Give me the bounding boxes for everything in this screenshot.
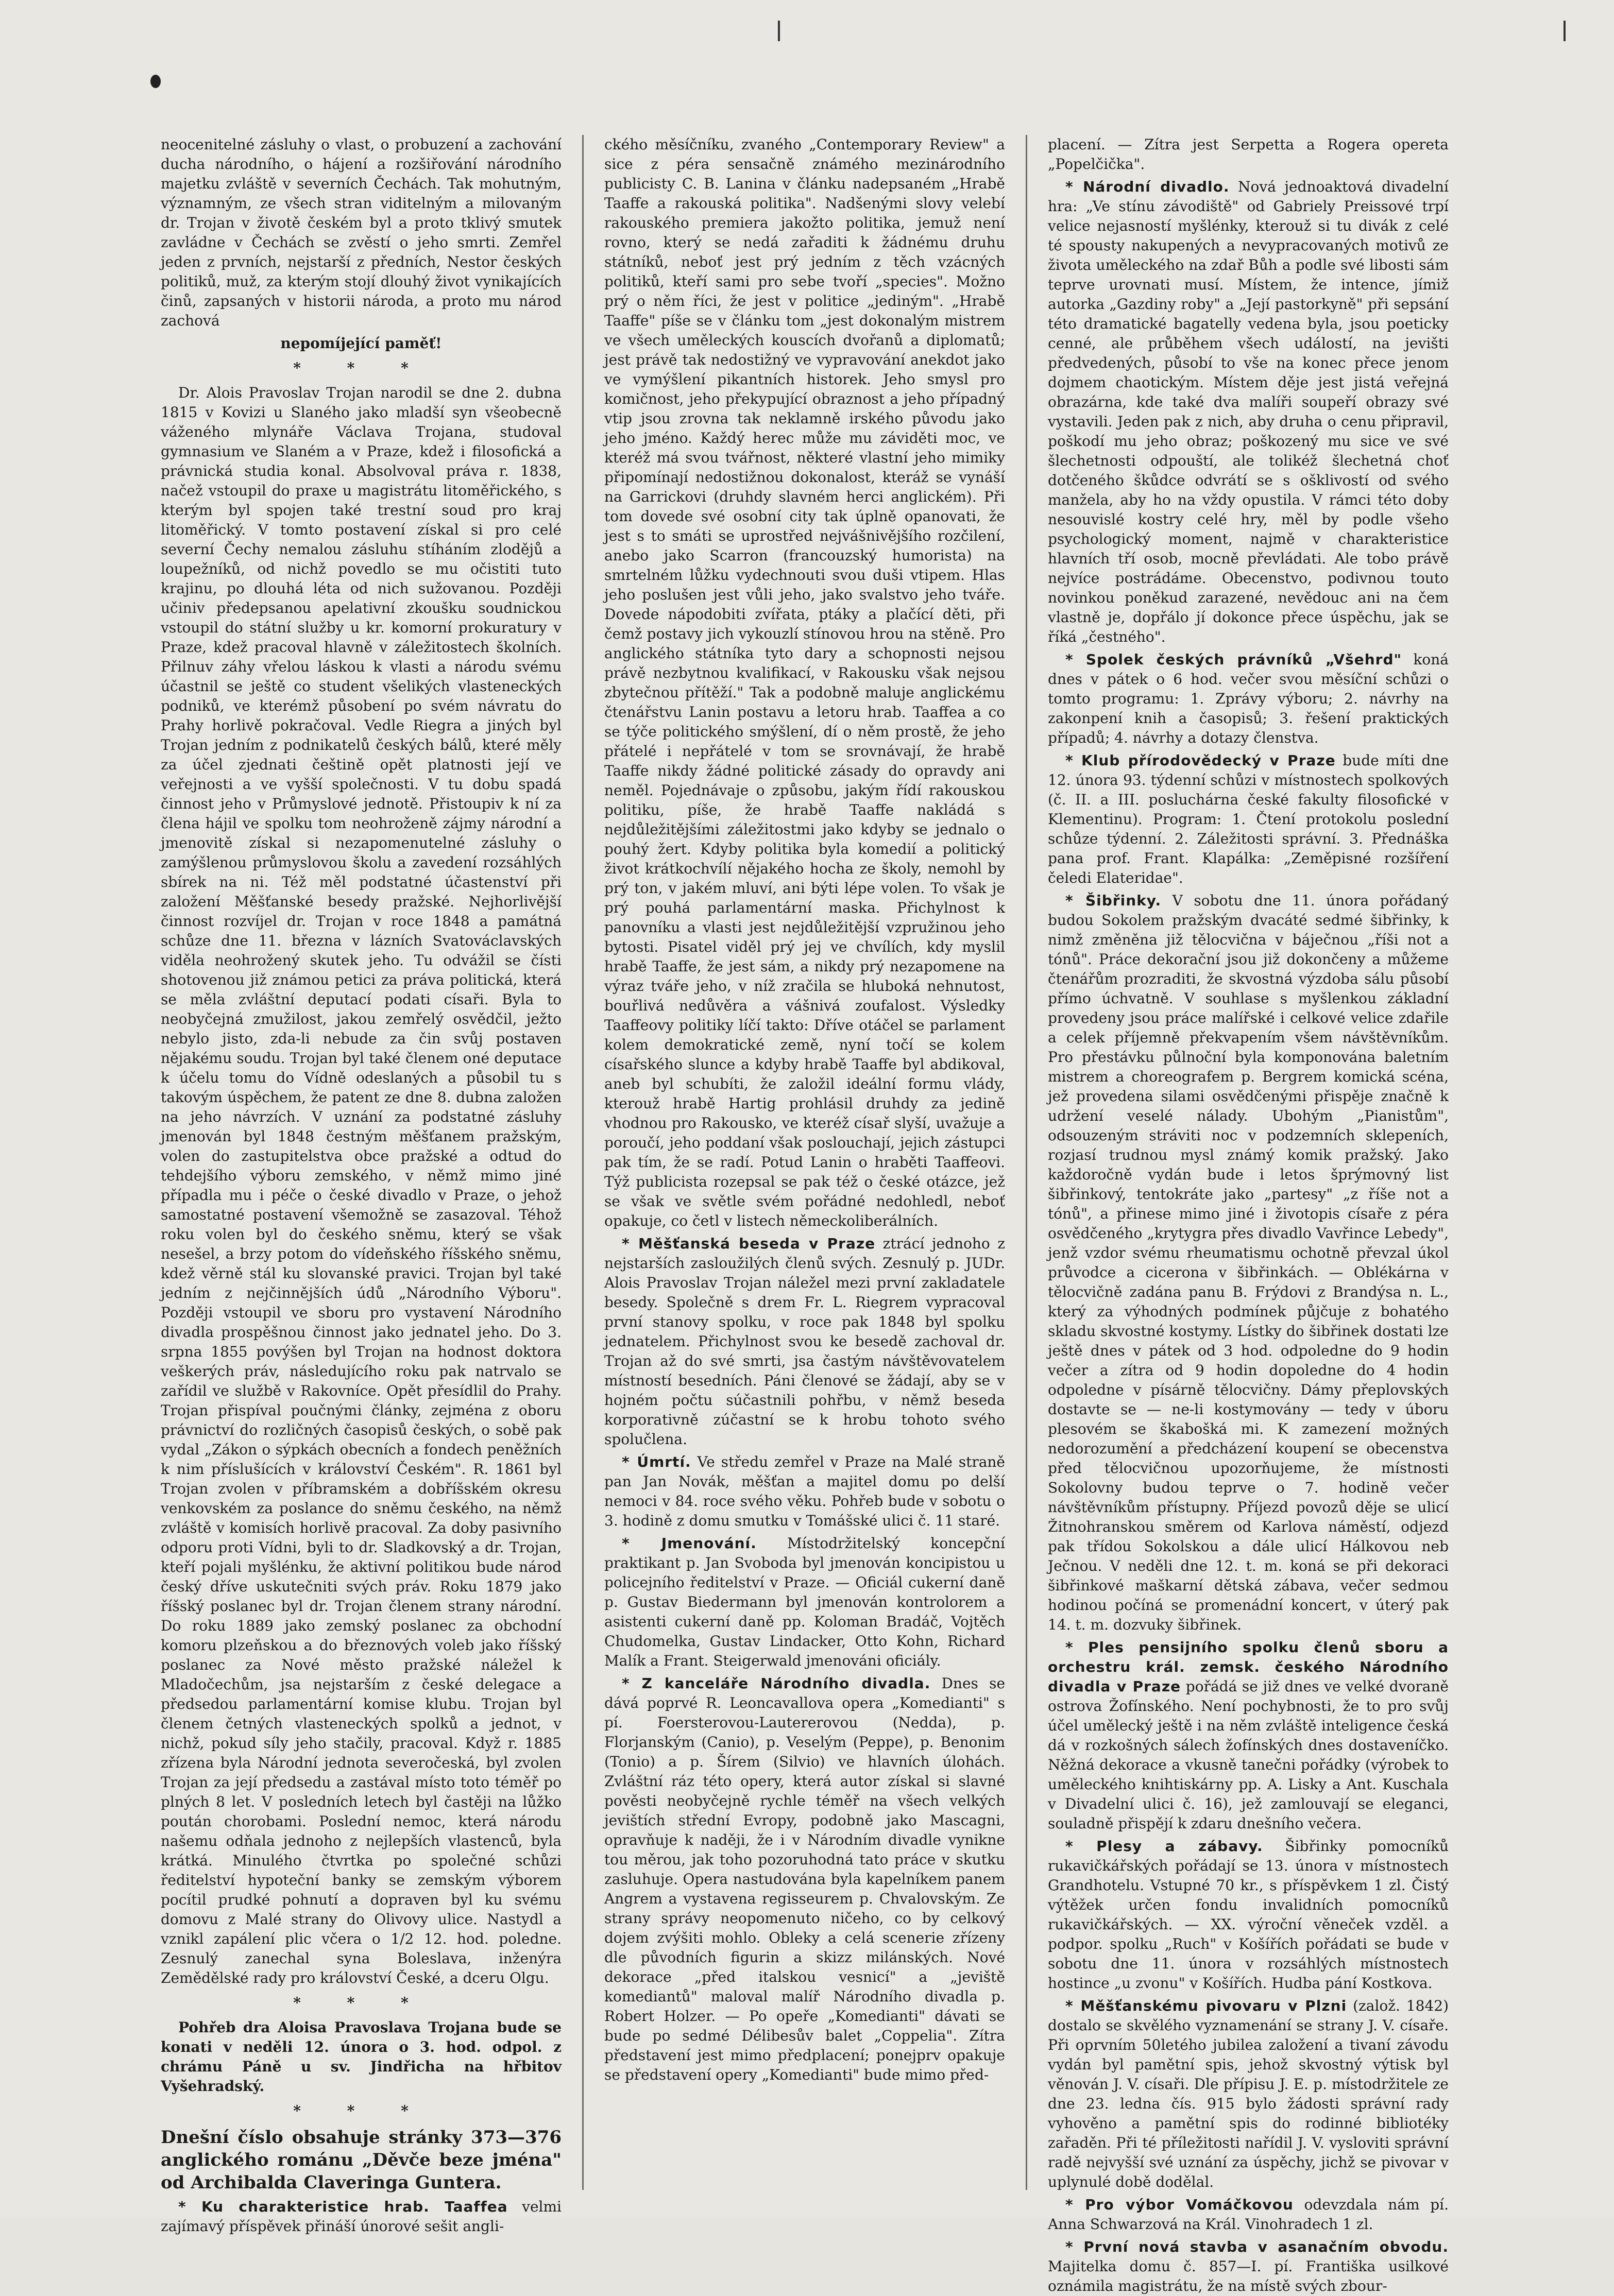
section-heading: * Ku charakteristice hrab. Taaffea (178, 2198, 508, 2215)
article-text: Nová jednoaktová divadelní hra: „Ve stínu závodiště" od Gabriely Preissové trpí velice nejasností myšlénky, kterouž si tu divák z celé té spousty nakupených a nevypracovaných motivů ze života uměleckého na zdař Bůh a podle své libosti sám teprve urovnati musí. Místem, že intence, jímiž autorka „Gazdiny roby" a „Její pastorkyně" při sepsání této dramatické bagatelly vedena byla, jsou poeticky cenné, ale průběhem všech událostí, na jevišti předvedených, působí to vše na konec přece jenom dojmem chaotickým. Místem děje jest jistá veřejná obrazárna, kde také dva malíři soupeří obrazy své vystavili. Jeden pak z nich, aby druha o cenu připravil, poškodí mu jeho obraz; poškozený mu sice ve své šlechetnosti odpouští, ale tolikéž šlechetná choť dotčeného škůdce odvrátí se s ošklivostí od svého manžela, aby ho na vždy opustila. V rámci této doby nesouvislé kostry celé hry, měl by podle všeho psychologický moment, najmě v charakteristice hlavních tří osob, mocně převládati. Ale tobo právě nejvíce postrádáme. Obecenstvo, podivnou touto novinkou poněkud zarazené, nevědouc ani na čem vlastně je, dopřálo jí dokonce přece úspěchu, jak se říká „čestného". (1048, 178, 1449, 645)
section-heading: * Ples pensijního spolku členů sboru a orchestru král. zemsk. českého Národního divadla v Praze (1048, 1639, 1449, 1695)
news-item (1048, 2237, 1449, 2296)
section-heading: * Plesy a zábavy. (1065, 1838, 1263, 1855)
news-item (1048, 2195, 1449, 2234)
column-rule (1026, 135, 1027, 2190)
news-item (1048, 1638, 1449, 1834)
biography: Dr. Alois Pravoslav Trojan narodil se dne 2. dubna 1815 v Kovizi u Slaného jako mladší syn všeobecně váženého mlynáře Václava Trojana, studoval gymnasium ve Slaném a v Praze, kdež i filosofická a právnická studia konal. Absolvoval práva r. 1838, načež vstoupil do praxe u magistrátu litoměřického, s kterým byl spojen také trestní soud pro kraj litoměřický. V tomto postavení získal si pro celé severní Čechy nemalou zásluhu stíháním zlodějů a loupežníků, od nichž povedlo se mu očistiti tuto krajinu, po dlouhá léta od nich sužovanou. Později učiniv předepsanou apelativní zkoušku soudnickou vstoupil do státní služby u kr. komorní prokuratury v Praze, kdež pracoval hlavně v záležitostech školních. Přilnuv záhy vřelou láskou k vlasti a národu svému účastnil se ještě co student všelikých vlasteneckých podniků, ve kterémž působení po svém návratu do Prahy horlivě pokračoval. Vedle Riegra a jiných byl Trojan jedním z podnikatelů českých bálů, které měly za účel zjednati češtině opět platnosti její ve veřejnosti a ve vyšší společnosti. V tu dobu spadá činnost jeho v Průmyslové jednotě. Přistoupiv k ní za člena hájil ve spolku tom neohroženě zájmy národní a jmenovitě získal si nezapomenutelné zásluhy o zamýšlenou průmyslovou školu a zavedení rozsáhlých sbírek na ni. Též měl podstatné účastenství při založení Měšťanské besedy pražské. Nejhorlivější činnost rozvíjel dr. Trojan v roce 1848 a památná schůze dne 11. března v lázních Svatováclavských viděla neohrožený skutek jeho. Tu odvážil se čísti shotovenou již známou petici za práva politická, která se měla zvláštní deputací podati císaři. Byla to neobyčejná zmužilost, jakou zemřelý osvědčil, ježto nebylo jisto, zda-li nebude za čin svůj postaven nějakému soudu. Trojan byl také členem oné deputace k účelu tomu do Vídně odeslaných a působil tu s takovým úspěchem, že patent ze dne 8. dubna založen na jeho návrzích. V uznání za podstatné zásluhy jmenován byl 1848 čestným měšťanem pražským, volen do zastupitelstva obce pražské a odtud do tehdejšího výboru zemského, v němž mimo jiné případla mu i péče o české divadlo v Praze, o jehož samostatné postavení všemožně se zasazoval. Téhož roku volen byl do českého sněmu, který se však nesešel, a brzy potom do vídeňského říšského sněmu, kdež věrně stál ku slovanské pravici. Trojan byl také jedním z nejčinnějších údů „Národního Výboru". Později vstoupil ve sboru pro vystavení Národního divadla prospěšnou činnost jako jednatel jeho. Do 3. srpna 1855 povýšen byl Trojan na hodnost doktora veškerých práv, následujícího roku pak natrvalo se zařídil ve službě v Rakovníce. Opět přesídlil do Prahy. Trojan přispíval poučnými články, zejména z oboru právnictví do rozličných časopisů českých, o sobě pak vydal „Zákon o sýpkách obecních a fondech peněžních k nim příslušících v království Českém". R. 1861 byl Trojan zvolen v příbramském a dobříšském okresu venkovském za poslance do sněmu českého, na němž zvláště v komisích horlivě pracoval. Za doby pasivního odporu proti Vídni, byli to dr. Sladkovský a dr. Trojan, kteří pojali myšlénku, že aktivní politikou bude národ český dříve uskutečniti svých práv. Roku 1879 jako říšský poslanec byl dr. Trojan členem strany národní. Do roku 1889 jako zemský poslanec za obchodní komoru plzeňskou a do březnových voleb jako říšský poslanec za Nové město pražské náležel k Mladočechům, jsa nejstarším z české delegace a předsedou parlamentární komise klubu. Trojan byl členem četných vlasteneckých spolků a jednot, v nichž, pokud síly jeho stačily, pracoval. Když r. 1885 zřízena byla Národní jednota severočeská, byl zvolen Trojan za její předsedu a zastával místo toto téměř po plných 8 let. V posledních letech byl častěji na lůžko poután chorobami. Poslední nemoc, která národu našemu odňala jednoho z nejlepších vlastenců, byla krátká. Minulého čtvrtka po společné schůzi ředitelství hypoteční banky se zemským výborem pocítil prudké pohnutí a dopraven byl ku svému domovu z Malé strany do Olivovy ulice. Nastydl a vznikl zapálení plic včera o 1/2 12. hod. poledne. Zesnulý zanechal syna Boleslava, inženýra Zemědělské rady pro království České, a dceru Olgu. (161, 384, 562, 1986)
news-item (604, 1234, 1005, 1449)
novel-notice: Dnešní číslo obsahuje stránky 373—376 anglického románu „Děvče beze jména" od Archibalda Claveringa Guntera. (161, 2127, 562, 2193)
section-heading: * Úmrtí. (622, 1453, 691, 1470)
funeral-notice: Pohřeb dra Aloisa Pravoslava Trojana bude se konati v neděli 12. února o 3. hod. odpol. z chrámu Páně u sv. Jindřicha na hřbitov Vyšehradský. (161, 2019, 562, 2095)
separator: * * * (293, 1994, 429, 2011)
news-item (1048, 1837, 1449, 1993)
section-heading: * Národní divadlo. (1065, 178, 1230, 195)
news-item (604, 1452, 1005, 1531)
separator: * * * (293, 359, 429, 376)
news-item (1048, 650, 1449, 748)
section-heading: * Z kanceláře Národního divadla. (622, 1675, 931, 1692)
news-item-cont: placení. — Zítra jest Serpetta a Rogera opereta „Popelčička". (1048, 136, 1449, 173)
article-taaffe-start (161, 2197, 562, 2236)
column-1 (161, 135, 562, 2235)
article-text: koná dnes v pátek o 6 hod. večer svou měsíční schůzi o tomto programu: 1. Zprávy výboru; 2. návrhy na zakonpení knih a časopisů; 3. řešení praktických případů; 4. návrhy a dotazy členstva. (1048, 651, 1449, 746)
article-text: ztrácí jednoho z nejstarších zasloužilých členů svých. Zesnulý p. JUDr. Alois Pravoslav Trojan náležel mezi první zakladatele besedy. Společně s drem Fr. L. Riegrem vypracoval první stanovy spolku, v roce pak 1848 byl spolku jednatelem. Přichylnost svou ke besedě zachoval dr. Trojan až do své smrti, jsa častým návštěvovatelem místností besedních. Páni členové se žádají, aby se v hojném počtu súčastnili pohřbu, v němž beseda korporativně zúčastní se k hrobu tohoto svého spolučlena. (604, 1235, 1005, 1448)
article-text: V sobotu dne 11. února pořádaný budou Sokolem pražským dvacáté sedmé šibřinky, k nimž změněna již tělocvična v báječnou „říši not a tónů". Práce dekorační jsou již dokončeny a můžeme čtenářům prozraditi, že skvostná výzdoba sálu působí přímo úchvatně. V souhlase s myšlenkou základní provedeny jsou práce malířské i celkové velice zdařile a celek příjemně překvapením všem návštěvníkům. Pro přestávku půlnoční byla komponována baletním mistrem a choreografem p. Bergrem komická scéna, jež provedena silami osvědčenými přispěje značně k udržení veselé nálady. Ubohým „Pianistům", odsouzeným stráviti noc v podzemních sklepeních, rozjasí trudnou mysl známý komik pražský. Jako každoročně vydán bude i letos šprýmovný list šibřinkový, tentokráte jako „partesy" „z říše not a tónů", a přinese mimo jiné i životopis císaře z péra osvědčeného „krytygra přes divadlo Vavřince Lebedy", jenž vzdor svému rheumatismu ochotně převzal úkol průvodce a cicerona v šibřinkách. — Oblékárna v tělocvičně zadána panu B. Frýdovi z Brandýsa n. L., který za výhodných podmínek půjčuje z bohatého skladu skvostné kostymy. Lístky do šibřinek dostati lze ještě dnes v pátek od 3 hod. odpoledne do 9 hodin večer a zítra od 9 hodin dopoledne do 4 hodin odpoledne v písárně tělocvičny. Dámy přeplovských dostavte se — ne-li kostymovány — tedy v úboru plesovém se škabošká mi. K zamezení možných nedorozumění a předcházení koupení se obecenstva před tělocvičnou upozorňujeme, že místnosti Sokolovny budou teprve o 7. hodině večer návštěvníkům přístupny. Příjezd povozů děje se ulicí Žitnohranskou směrem od Karlova náměstí, odjezd pak třídou Sokolskou a dále ulicí Hálkovou neb Ječnou. V neděli dne 12. t. m. koná se při dekoraci šibřinkové maškarní dětská zábava, večer sedmou hodinou počíná se promenádní koncert, v úterý pak 14. t. m. dozvuky šibřinek. (1048, 892, 1449, 1633)
section-heading: * Měšťanská beseda v Praze (622, 1235, 876, 1252)
article-text: velmi zajímavý příspěvek přináší únorové sešit angli- (161, 2198, 562, 2235)
column-rule (582, 135, 584, 2190)
article-taaffe-cont: ckého měsíčníku, zvaného „Contemporary Review" a sice z péra sensačně známého mezinárodního publicisty C. B. Lanina v článku nadepsaném „Hrabě Taaffe a rakouská politika". Nadšenými slovy velebí rakouského premiera jakožto politika, jemuž není rovno, který se nedá zařaditi k žádnému druhu státníků, neboť jest prý jedním z těch vzácných politiků, kteří sami pro sebe tvoří „species". Možno prý o něm říci, že jest v politice „jediným". „Hrabě Taaffe" píše se v článku tom „jest dokonalým mistrem ve všech uměleckých kouscích dvořanů a diplomatů; jest právě tak nedostižný ve vypravování anekdot jako ve vymýšlení pikantních historek. Jeho smysl pro komičnost, jeho překypující obraznost a jeho případný vtip jsou zrovna tak neklamně irského původu jako jeho jméno. Každý herec může mu záviděti moc, ve kteréž má svou tvářnost, některé vlastní jeho mimiky připomínají nedostižnou dokonalost, kteráž se vynáší na Garrickovi (druhdy slavném herci anglickém). Při tom dovede své osobní city tak úplně opanovati, že jest s to smáti se uprostřed nejvášnivějšího rozčilení, anebo jako Scarron (francouzský humorista) na smrtelném lůžku vydechnouti svou duši vtipem. Hlas jeho poslušen jest vůli jeho, jako svalstvo jeho tváře. Dovede nápodobiti zvířata, ptáky a plačící děti, při čemž postavy jich vykouzlí stínovou hrou na stěně. Pro anglického státníka tyto dary a schopnosti nejsou právě nezbytnou kvalifikací, v Rakousku však nejsou zbytečnou přítěží." Tak a podobně maluje anglickému čtenářstvu Lanin postavu a letoru hrab. Taaffea a co se týče politického smýšlení, dí o něm prostě, že jeho přátelé i nepřátelé v tom se srovnávají, že hrabě Taaffe nikdy žádné politické zásady do opravdy ani neměl. Pojednávaje o způsobu, jakým řídí rakouskou politiku, píše, že hrabě Taaffe nakládá s nejdůležitějšími záležitostmi jako kdyby se jednalo o pouhý žert. Kdyby politika byla komedií a politický život krátkochvílí nějakého hocha ze školy, nemohl by prý ton, v jakém mluví, ani býti lépe volen. To však je prý pouhá parlamentární maska. Přichylnost k panovníku a vlasti jest nejdůležitější vzpružinou jeho bytosti. Pisatel viděl prý jej ve chvílích, kdy myslil hrabě Taaffe, že jest sám, a nikdy prý nezapomene na výraz tváře jeho, v níž zračila se hluboká nehnutost, bouřlivá nedůvěra a vášnivá zoufalost. Výsledky Taaffeovy politiky líčí takto: Dříve otáčel se parlament kolem demokratické země, nyní točí se kolem císařského slunce a kdyby hrabě Taaffe byl abdikoval, aneb byl schubíti, že založil ideální formu vlády, kterouž hrabě Hartig prohlásil druhdy za jedině vhodnou pro Rakousko, ve kteréž císař slyší, uvažuje a poroučí, jeho poddaní však poslouchají, jejich zástupci pak tím, že se radí. Potud Lanin o hraběti Taaffeovi. Týž publicista rozepsal se pak též o české otázce, jež se však ve světle svém pořádné nedohledl, neboť opakuje, co četl v listech německoliberálních. (604, 136, 1005, 1229)
article-text: Šibřinky pomocníků rukavičkářských pořádají se 13. února v místnostech Grandhotelu. Vstupné 70 kr., s příspěvkem 1 zl. Čistý výtěžek určen fondu invalidních pomocníků rukavičkářských. — XX. výroční věneček vzděl. a podpor. spolku „Ruch" v Košířích pořádati se bude v sobotu dne 11. února v rozsáhlých místnostech hostince „u zvonu" v Košířích. Hudba pání Kostkova. (1048, 1838, 1449, 1992)
news-item (1048, 751, 1449, 888)
news-item (1048, 1996, 1449, 2192)
section-heading: * Pro výbor Vomáčkovou (1065, 2196, 1294, 2213)
section-heading: * Klub přírodovědecký v Praze (1065, 752, 1336, 769)
margin-mark (778, 21, 780, 41)
obituary-closing: nepomíjející paměť! (280, 335, 442, 352)
article-text: Místodržitelský koncepční praktikant p. Jan Svoboda byl jmenován koncipistou u policejního ředitelství v Praze. — Oficiál cukerní daně p. Gustav Biedermann byl jmenován kontrolorem a asistenti cukerní daně pp. Koloman Bradáč, Vojtěch Chudomelka, Gustav Lindacker, Otto Kohn, Richard Malík a Frant. Steigerwald jmenováni oficiály. (604, 1535, 1006, 1669)
section-heading: * Spolek českých právníků „Všehrd" (1065, 651, 1402, 668)
news-item (1048, 177, 1449, 647)
section-heading: * Šibřinky. (1065, 892, 1162, 909)
news-item (604, 1534, 1005, 1671)
column-3 (1048, 135, 1449, 2294)
section-heading: * Měšťanskému pivovaru v Plzni (1065, 1997, 1347, 2014)
separator: * * * (293, 2102, 429, 2119)
article-text: Majitelka domu č. 857—I. pí. Františka usilkové oznámila magistrátu, že na místě svých zbour- (1048, 2258, 1449, 2294)
article-text: Dnes se dává poprvé R. Leoncavallova opera „Komedianti" s pí. Foersterovou-Lautererovou (Nedda), p. Florjanským (Canio), p. Veselým (Peppe), p. Benonim (Tonio) a p. Šírem (Silvio) ve hlavních úlohách. Zvláštní ráz této opery, která autor získal si slavné pověsti neobyčejně rychle téměř na všech velkých jevištích střední Evropy, podobně jako Mascagni, opravňuje k naději, že i v Národním divadle vynikne tou měrou, jak toho pozoruhodná tato práce v skutku zasluhuje. Opera nastudována byla kapelníkem panem Angrem a vystavena regisseurem p. Chvalovským. Ze strany správy neopomenuto ničeho, co by celkový dojem zvýšiti mohlo. Obleky a celá scenerie zřízeny dle původních figurin a skizz milánských. Nové dekorace „před italskou vesnicí" a „jeviště komediantů" maloval malíř Národního divadla p. Robert Holzer. — Po opeře „Komedianti" dávati se bude po sedmé Délibesův balet „Coppelia". Zítra představení jest mimo předplacení; ponejprv opakuje se představení opery „Komedianti" bude mimo před- (604, 1675, 1006, 2083)
margin-mark (1564, 21, 1566, 41)
article-text: Ve středu zemřel v Praze na Malé straně pan Jan Novák, měšťan a majitel domu po delší nemoci v 84. roce svého věku. Pohřeb bude v sobotu o 3. hodině z domu smutku v Tomášské ulici č. 11 staré. (604, 1453, 1005, 1529)
article-text: bude míti dne 12. února 93. týdenní schůzi v místnostech spolkových (č. II. a III. posluchárna české fakulty filosofické v Klementinu). Program: 1. Čtení protokolu poslední schůze týdenní. 2. Záležitosti správní. 3. Přednáška pana prof. Frant. Klapálka: „Zeměpisné rozšíření čeledi Elateridae". (1048, 752, 1449, 886)
news-item (1048, 891, 1449, 1635)
article-text: pořádá se již dnes ve velké dvoraně ostrova Žofínského. Není pochybnosti, že to pro svůj účel umělecký ještě i na něm zvláště inteligence česká dá v rozkošných sálech žofínských dnes dostaveníčko. Něžná dekorace a vkusně tanečni pořádky (výrobek to uměleckého knihtiskárny pp. A. Lisky a Ant. Kuschala v Divadelní ulici č. 16), jež zamlouvají se eleganci, souladně přispějí k zdaru dnešního večera. (1048, 1678, 1449, 1832)
news-item (604, 1674, 1005, 2085)
article-text: odevzdala nám pí. Anna Schwarzová na Král. Vinohradech 1 zl. (1048, 2196, 1449, 2233)
article-columns (161, 135, 1449, 2294)
ink-blot (150, 75, 161, 88)
article-text: (založ. 1842) dostalo se skvělého vyznamenání se strany J. V. císaře. Při oprvním 50letého jubilea založení a tivaní závodu vydán byl pamětní spis, jehož skvostný výtisk byl věnován J. V. císaři. Dle přípisu J. E. p. místodržitele ze dne 23. ledna čís. 915 bylo žádosti správní rady vyhověno a pamětní spis do rodinné bibliotéky zařaděn. Při té příležitosti nařídil J. V. vysloviti správní radě nejvyšší své uznání za úspěchy, jichž se pivovar v uplynulé době dodělal. (1048, 1997, 1449, 2190)
section-heading: * Jmenování. (622, 1535, 757, 1552)
section-heading: * První nová stavba v asanačním obvodu. (1065, 2238, 1449, 2255)
obituary-intro: neocenitelné zásluhy o vlast, o probuzení a zachování ducha národního, o hájení a rozšiřování národního majetku zvláště v severních Čechách. Tak mohutným, významným, ze všech stran viditelným a milovaným dr. Trojan v životě českém byl a proto tklivý smutek zavládne v Čechách se zvěstí o jeho smrti. Zemřel jeden z prvních, nejstarší z předních, Nestor českých politiků, muž, za kterým stojí dlouhý život vynikajících činů, zapsaných v historii národa, a proto mu národ zachová (161, 136, 562, 329)
column-2 (604, 135, 1005, 2190)
